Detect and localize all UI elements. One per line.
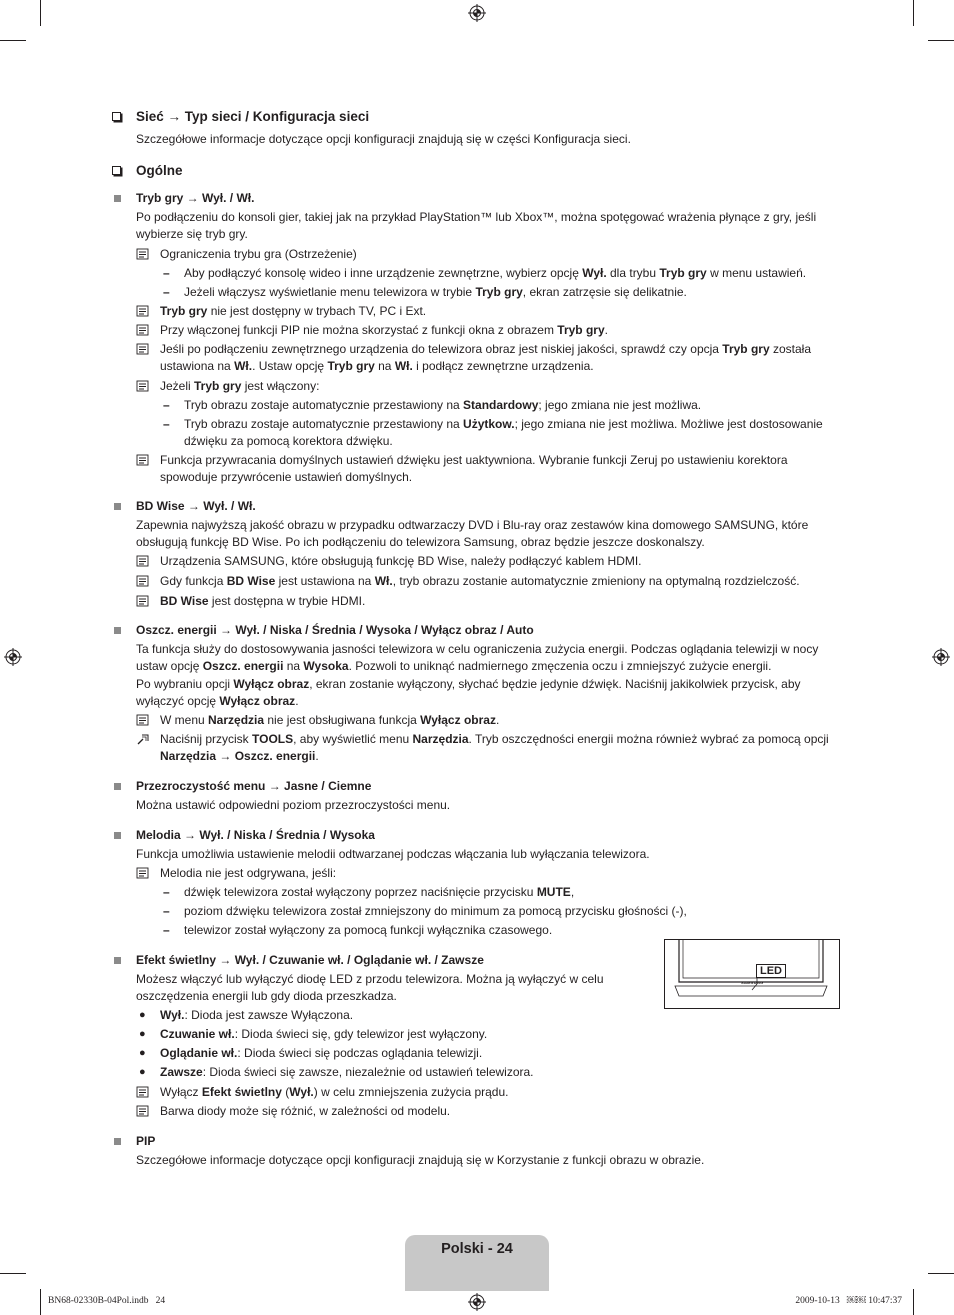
option-menu-transparency-title: Przezroczystość menu → Jasne / Ciemne [112, 778, 842, 795]
option-melody-title: Melodia → Wył. / Niska / Średnia / Wysoka [112, 827, 842, 844]
dash-item: – dźwięk telewizora został wyłączony poprzez naciśnięcie przycisku MUTE, [163, 885, 575, 899]
note-icon [136, 555, 150, 568]
section-heading-network: Sieć → Typ sieci / Konfiguracja sieci [112, 108, 842, 126]
note: Barwa diody może się różnić, w zależności od modelu. [112, 1103, 842, 1120]
crop-mark [913, 1289, 914, 1315]
led-label: LED [756, 964, 786, 978]
network-description: Szczegółowe informacje dotyczące opcji konfiguracji znajdują się w części Konfiguracja sieci. [136, 132, 631, 146]
note-icon [136, 324, 150, 337]
option-light-effect-title: Efekt świetlny → Wył. / Czuwanie wł. / Oglądanie wł. / Zawsze [112, 952, 842, 969]
tools-tip: Naciśnij przycisk TOOLS, aby wyświetlić menu Narzędzia. Tryb oszczędności energii można również wybrać za pomocą opcji Narzędzia → Oszcz. energii. [112, 731, 842, 765]
pip-description: Szczegółowe informacje dotyczące opcji konfiguracji znajdują się w Korzystanie z funkcji obrazu w obrazie. [136, 1153, 705, 1167]
print-slug-left: BN68-02330B-04Pol.indb 24 [48, 1296, 166, 1306]
registration-mark-icon [468, 4, 486, 22]
note-icon [136, 867, 150, 880]
note-icon [136, 714, 150, 727]
light-effect-description: Możesz włączyć lub wyłączyć diodę LED z przodu telewizora. Można ją wyłączyć w celu oszczędzenia energii lub gdy dioda przeszkadza. [136, 972, 604, 1003]
page-number: Polski - 24 [441, 1241, 513, 1257]
note: Wyłącz Efekt świetlny (Wył.) w celu zmniejszenia zużycia prądu. [112, 1084, 842, 1101]
crop-mark [40, 0, 41, 26]
list-item: ● Czuwanie wł.: Dioda świeci się, gdy telewizor jest wyłączony. [139, 1027, 488, 1041]
note-icon [136, 454, 150, 467]
list-item: ● Oglądanie wł.: Dioda świeci się podczas oglądania telewizji. [139, 1046, 483, 1060]
note-icon [136, 1086, 150, 1099]
note: Melodia nie jest odgrywana, jeśli: [112, 865, 842, 882]
checkbox-bullet-icon [112, 166, 121, 175]
dash-item: – Jeżeli włączysz wyświetlanie menu telewizora w trybie Tryb gry, ekran zatrzęsie się delikatnie. [163, 285, 687, 299]
crop-mark [40, 1289, 41, 1315]
square-bullet-icon [114, 957, 121, 964]
energy-description-2: Po wybraniu opcji Wyłącz obraz, ekran zostanie wyłączony, słychać będzie jedynie dźwięk. Naciśnij jakikolwiek przycisk, aby wyłączyć opcję Wyłącz obraz. [136, 677, 801, 708]
note: BD Wise jest dostępna w trybie HDMI. [112, 593, 842, 610]
note: Gdy funkcja BD Wise jest ustawiona na Wł., tryb obrazu zostanie automatycznie zmieniony na optymalną rozdzielczość. [112, 573, 842, 590]
note-icon [136, 595, 150, 608]
square-bullet-icon [114, 627, 121, 634]
option-game-mode-title: Tryb gry → Wył. / Wł. [112, 190, 842, 207]
list-item: ● Wył.: Dioda jest zawsze Wyłączona. [139, 1008, 354, 1022]
tools-icon [136, 733, 150, 746]
square-bullet-icon [114, 832, 121, 839]
dash-item: – Tryb obrazu zostaje automatycznie przestawiony na Standardowy; jego zmiana nie jest możliwa. [163, 398, 702, 412]
print-slug-right: 2009-10-13 ￼￼ 10:47:37 [795, 1296, 902, 1306]
list-item: ● Zawsze: Dioda świeci się zawsze, niezależnie od ustawień telewizora. [139, 1065, 534, 1079]
page-number-tab [405, 1235, 549, 1291]
registration-mark-icon [468, 1293, 486, 1311]
bd-wise-description: Zapewnia najwyższą jakość obrazu w przypadku odtwarzaczy DVD i Blu-ray oraz zestawów kina domowego SAMSUNG, które obsługują funkcję BD Wise. Po ich podłączeniu do telewizora Samsung, obraz będzie jeszcze doskonalszy. [136, 518, 809, 549]
crop-mark [913, 0, 914, 26]
registration-mark-icon [4, 648, 22, 666]
note-icon [136, 248, 150, 261]
dash-item: – Aby podłączyć konsolę wideo i inne urządzenie zewnętrzne, wybierz opcję Wył. dla trybu Tryb gry w menu ustawień. [163, 266, 807, 280]
energy-description: Ta funkcja służy do dostosowywania jasności telewizora w celu ograniczenia zużycia energii. Podczas oglądania telewizji w nocy ustaw opcję Oszcz. energii na Wysoka. Pozwoli to uniknąć nadmiernego zmęczenia oczu i zmniejszyć zużycie energii. [136, 642, 819, 673]
section-heading-general: Ogólne [112, 162, 842, 180]
square-bullet-icon [114, 783, 121, 790]
square-bullet-icon [114, 195, 121, 202]
tv-front-graphic [665, 940, 839, 1008]
note-icon [136, 1105, 150, 1118]
note: Funkcja przywracania domyślnych ustawień dźwięku jest uaktywniona. Wybranie funkcji Zeruj po ustawieniu korektora spowoduje przywrócenie ustawień domyślnych. [112, 452, 842, 486]
note-icon [136, 380, 150, 393]
option-bd-wise-title: BD Wise → Wył. / Wł. [112, 498, 842, 515]
brand-label: SAMSUNG [741, 980, 764, 985]
note-icon [136, 305, 150, 318]
checkbox-bullet-icon [112, 112, 121, 121]
dash-item: – telewizor został wyłączony za pomocą funkcji wyłącznika czasowego. [163, 923, 553, 937]
crop-mark [0, 1273, 26, 1274]
note-icon [136, 343, 150, 356]
dash-item: – poziom dźwięku telewizora został zmniejszony do minimum za pomocą przycisku głośności (-), [163, 904, 687, 918]
dash-item: – Tryb obrazu zostaje automatycznie przestawiony na Użytkow.; jego zmiana nie jest możliwa. Możliwe jest dostosowanie dźwięku za pomocą korektora dźwięku. [163, 417, 823, 448]
melody-description: Funkcja umożliwia ustawienie melodii odtwarzanej podczas włączania lub wyłączania telewizora. [136, 847, 650, 861]
option-pip-title: PIP [112, 1133, 842, 1150]
square-bullet-icon [114, 1138, 121, 1145]
note: Jeśli po podłączeniu zewnętrznego urządzenia do telewizora obraz jest niskiej jakości, sprawdź czy opcja Tryb gry została ustawiona na Wł.. Ustaw opcję Tryb gry na Wł. i podłącz zewnętrzne urządzenia. [112, 341, 842, 375]
document-body [112, 108, 842, 1169]
note: Jeżeli Tryb gry jest włączony: [112, 378, 842, 395]
transparency-description: Można ustawić odpowiedni poziom przezroczystości menu. [136, 798, 451, 812]
game-mode-description: Po podłączeniu do konsoli gier, takiej jak na przykład PlayStation™ lub Xbox™, można spotęgować wrażenia płynące z gry, jeśli wybierze się tryb gry. [136, 210, 817, 241]
note: Ograniczenia trybu gra (Ostrzeżenie) [112, 246, 842, 263]
note: W menu Narzędzia nie jest obsługiwana funkcja Wyłącz obraz. [112, 712, 842, 729]
crop-mark [0, 40, 26, 41]
crop-mark [928, 1273, 954, 1274]
note: Przy włączonej funkcji PIP nie można skorzystać z funkcji okna z obrazem Tryb gry. [112, 322, 842, 339]
square-bullet-icon [114, 503, 121, 510]
option-energy-saving-title: Oszcz. energii → Wył. / Niska / Średnia / Wysoka / Wyłącz obraz / Auto [112, 622, 842, 639]
tv-led-illustration [664, 939, 840, 1009]
crop-mark [928, 40, 954, 41]
note: Urządzenia SAMSUNG, które obsługują funkcję BD Wise, należy podłączyć kablem HDMI. [112, 553, 842, 570]
note: Tryb gry nie jest dostępny w trybach TV, PC i Ext. [112, 303, 842, 320]
registration-mark-icon [932, 648, 950, 666]
note-icon [136, 575, 150, 588]
